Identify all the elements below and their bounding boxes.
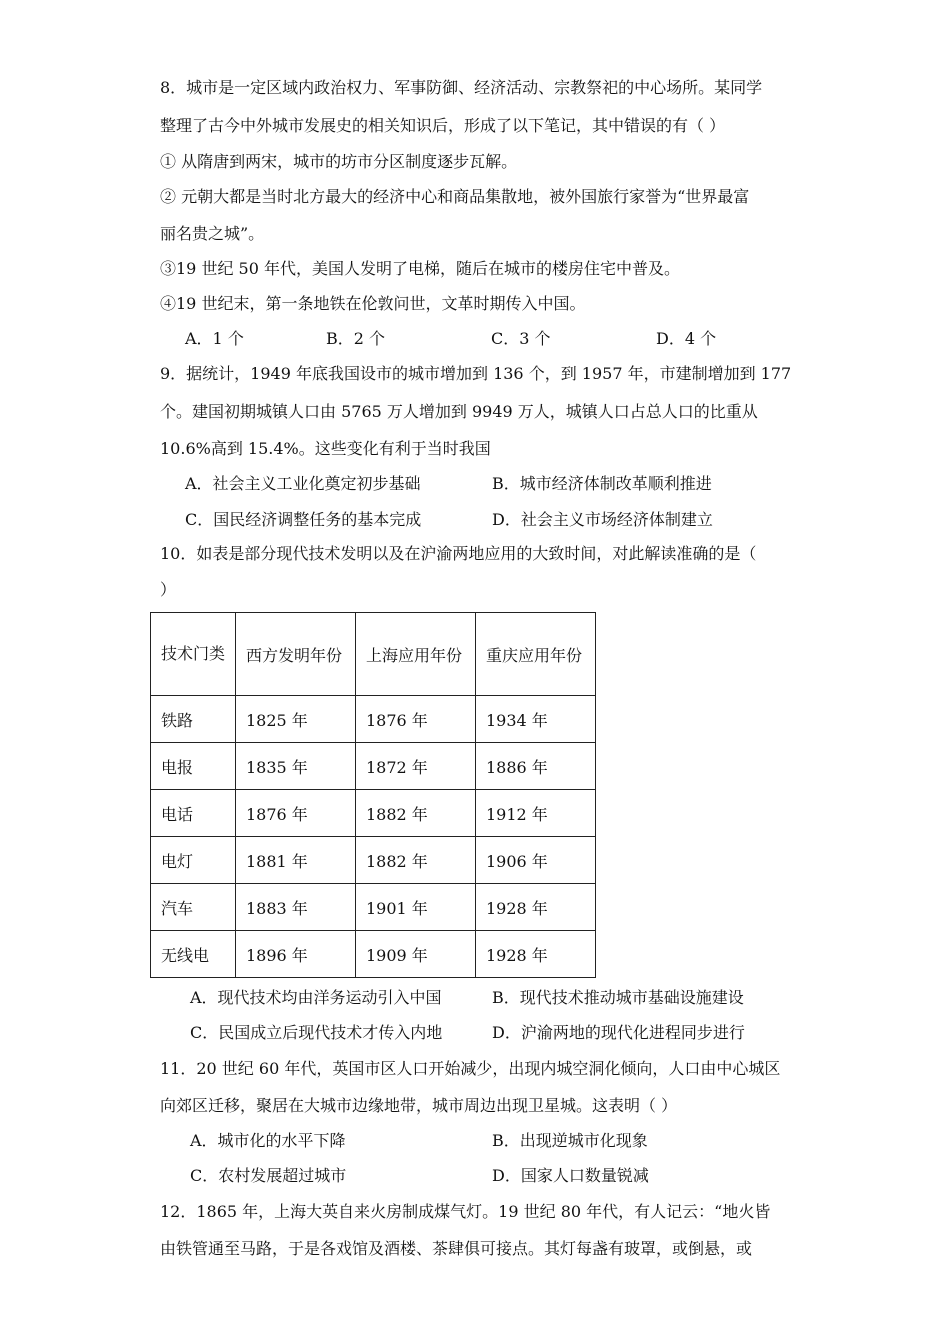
q8-stem-line1: 8．城市是一定区域内政治权力、军事防御、经济活动、宗教祭祀的中心场所。某同学 <box>160 78 763 97</box>
q8-statement-2a: ② 元朝大都是当时北方最大的经济中心和商品集散地，被外国旅行家誉为“世界最富 <box>160 187 750 206</box>
table-row <box>151 884 596 931</box>
table-row <box>151 790 596 837</box>
q8-statement-1: ① 从隋唐到两宋，城市的坊市分区制度逐步瓦解。 <box>160 152 518 171</box>
table-cell: 1882 年 <box>356 790 476 837</box>
table-header-cell: 西方发明年份 <box>236 613 356 696</box>
table-cell: 1876 年 <box>356 696 476 743</box>
q10-option-d[interactable]: D．沪渝两地的现代化进程同步进行 <box>492 1023 745 1042</box>
table-cell: 1872 年 <box>356 743 476 790</box>
table-cell: 电灯 <box>151 837 236 884</box>
q9-option-d[interactable]: D．社会主义市场经济体制建立 <box>492 510 713 529</box>
table-row <box>151 743 596 790</box>
table-cell: 1825 年 <box>236 696 356 743</box>
q10-option-b[interactable]: B．现代技术推动城市基础设施建设 <box>492 988 744 1007</box>
table-cell: 1876 年 <box>236 790 356 837</box>
table-cell: 1886 年 <box>476 743 596 790</box>
table-cell: 1882 年 <box>356 837 476 884</box>
table-cell: 1928 年 <box>476 884 596 931</box>
q8-statement-4: ④19 世纪末，第一条地铁在伦敦问世，文革时期传入中国。 <box>160 294 586 313</box>
table-header-row <box>151 613 596 696</box>
q9-option-c[interactable]: C．国民经济调整任务的基本完成 <box>185 510 422 529</box>
q8-option-a[interactable]: A．1 个 <box>185 329 244 348</box>
table-cell: 无线电 <box>151 931 236 978</box>
q8-statement-2b: 丽名贵之城”。 <box>160 224 265 243</box>
table-header-cell: 重庆应用年份 <box>476 613 596 696</box>
q8-option-d[interactable]: D．4 个 <box>656 329 717 348</box>
table-cell: 1909 年 <box>356 931 476 978</box>
table-cell: 1883 年 <box>236 884 356 931</box>
table-cell: 铁路 <box>151 696 236 743</box>
table-cell: 1928 年 <box>476 931 596 978</box>
table-cell: 1881 年 <box>236 837 356 884</box>
table-cell: 1912 年 <box>476 790 596 837</box>
table-header-cell: 上海应用年份 <box>356 613 476 696</box>
q8-option-b[interactable]: B．2 个 <box>326 329 386 348</box>
q10-stem-line2: ） <box>160 580 177 599</box>
table-row <box>151 696 596 743</box>
table-cell: 1835 年 <box>236 743 356 790</box>
q10-option-a[interactable]: A．现代技术均由洋务运动引入中国 <box>190 988 442 1007</box>
table-cell: 1906 年 <box>476 837 596 884</box>
table-cell: 1896 年 <box>236 931 356 978</box>
table-row <box>151 837 596 884</box>
q9-stem-line3: 10.6%高到 15.4%。这些变化有利于当时我国 <box>160 439 491 458</box>
table-header-cell: 技术门类 <box>151 613 236 696</box>
q11-stem-line2: 向郊区迁移，聚居在大城市边缘地带，城市周边出现卫星城。这表明（ ） <box>160 1096 678 1115</box>
q10-stem-line1: 10．如表是部分现代技术发明以及在沪渝两地应用的大致时间，对此解读准确的是（ <box>160 544 757 563</box>
q11-option-a[interactable]: A．城市化的水平下降 <box>190 1131 346 1150</box>
q8-stem-line2: 整理了古今中外城市发展史的相关知识后，形成了以下笔记，其中错误的有（ ） <box>160 116 726 135</box>
q12-stem-line1: 12．1865 年，上海大英自来火房制成煤气灯。19 世纪 80 年代，有人记云：“地火皆 <box>160 1202 771 1221</box>
table-cell: 1934 年 <box>476 696 596 743</box>
table-row <box>151 931 596 978</box>
q9-stem-line1: 9．据统计，1949 年底我国设市的城市增加到 136 个，到 1957 年，市建制增加到 177 <box>160 364 792 383</box>
q10-option-c[interactable]: C．民国成立后现代技术才传入内地 <box>190 1023 443 1042</box>
q11-option-c[interactable]: C．农村发展超过城市 <box>190 1166 347 1185</box>
q11-stem-line1: 11．20 世纪 60 年代，英国市区人口开始减少，出现内城空洞化倾向，人口由中心城区 <box>160 1059 781 1078</box>
table-cell: 1901 年 <box>356 884 476 931</box>
table-cell: 汽车 <box>151 884 236 931</box>
q9-stem-line2: 个。建国初期城镇人口由 5765 万人增加到 9949 万人，城镇人口占总人口的比重从 <box>160 402 758 421</box>
q11-option-b[interactable]: B．出现逆城市化现象 <box>492 1131 648 1150</box>
q8-option-c[interactable]: C．3 个 <box>491 329 551 348</box>
q8-statement-3: ③19 世纪 50 年代，美国人发明了电梯，随后在城市的楼房住宅中普及。 <box>160 259 680 278</box>
q9-option-a[interactable]: A．社会主义工业化奠定初步基础 <box>185 474 421 493</box>
table-cell: 电话 <box>151 790 236 837</box>
q12-stem-line2: 由铁管通至马路，于是各戏馆及酒楼、茶肆俱可接点。其灯每盏有玻罩，或倒悬，或 <box>160 1239 753 1258</box>
q11-option-d[interactable]: D．国家人口数量锐减 <box>492 1166 649 1185</box>
technology-table <box>150 612 596 978</box>
table-cell: 电报 <box>151 743 236 790</box>
q9-option-b[interactable]: B．城市经济体制改革顺利推进 <box>492 474 712 493</box>
